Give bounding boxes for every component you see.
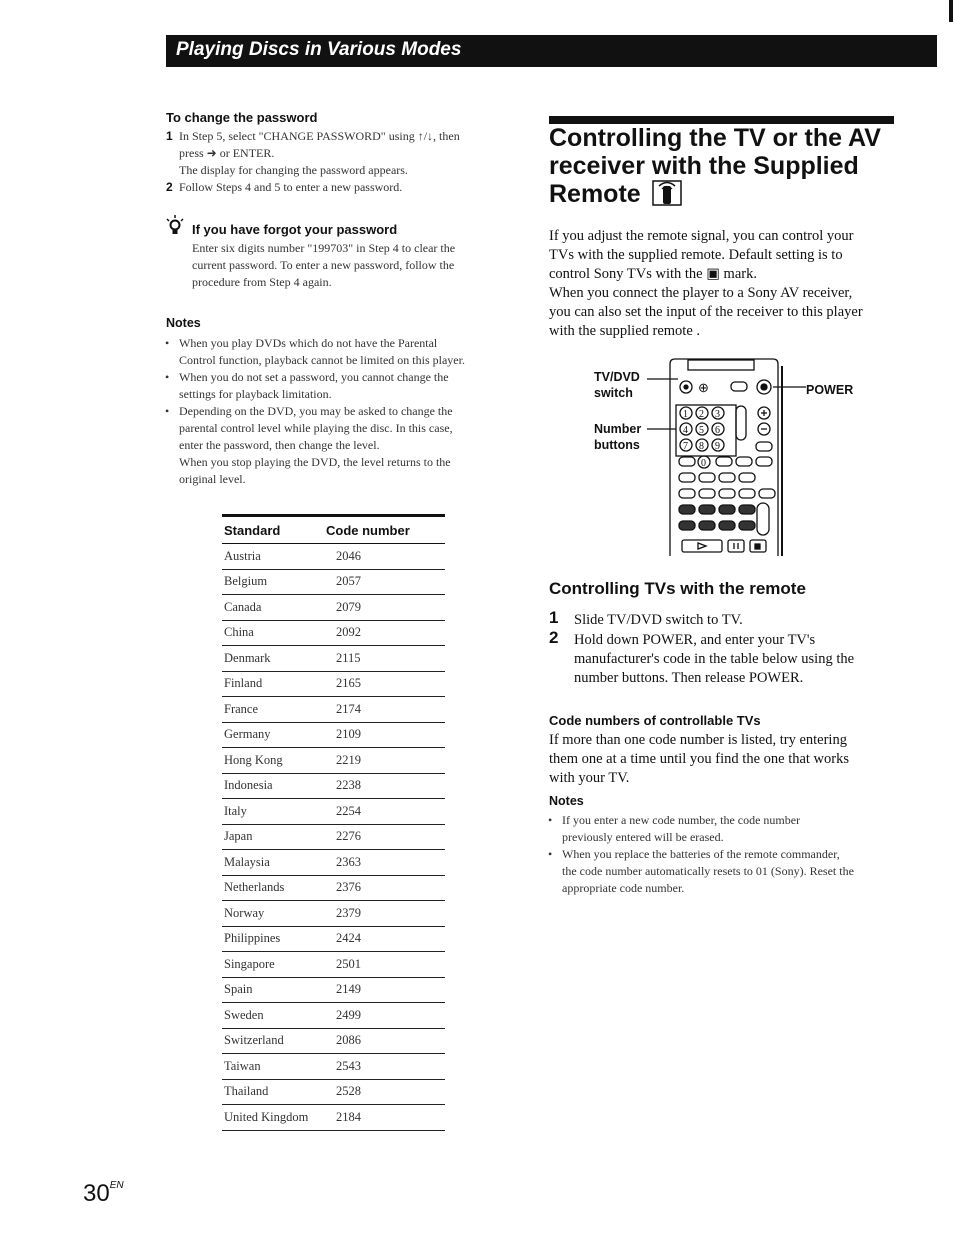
country-cell: China (222, 620, 324, 646)
country-cell: Malaysia (222, 850, 324, 876)
country-cell: Germany (222, 722, 324, 748)
country-cell: United Kingdom (222, 1105, 324, 1131)
code-cell: 2109 (324, 722, 445, 748)
country-cell: Austria (222, 544, 324, 570)
country-cell: France (222, 697, 324, 723)
table-row (222, 671, 445, 697)
step-number: 2 (549, 628, 559, 647)
country-cell: Thailand (222, 1079, 324, 1105)
svg-text:7: 7 (683, 441, 688, 452)
right-notes-heading: Notes (549, 794, 584, 808)
svg-text:1: 1 (683, 409, 688, 420)
country-cell: Sweden (222, 1003, 324, 1029)
code-cell: 2057 (324, 569, 445, 595)
table-row (222, 1003, 445, 1029)
notes-heading: Notes (166, 316, 201, 330)
code-cell: 2379 (324, 901, 445, 927)
right-notes-list (548, 812, 898, 897)
country-cell: Japan (222, 824, 324, 850)
note-item: • When you replace the batteries of the remote commander, the code number automatically resets to 01 (Sony). Reset the appropriate code number. (548, 847, 854, 895)
country-cell: Spain (222, 977, 324, 1003)
table-row (222, 697, 445, 723)
svg-text:3: 3 (715, 409, 720, 420)
code-cell: 2238 (324, 773, 445, 799)
step-text: In Step 5, select "CHANGE PASSWORD" using ↑/↓, then press ➜ or ENTER. The display for changing the password appears. (179, 129, 460, 177)
svg-text:6: 6 (715, 425, 720, 436)
step-number: 1 (549, 608, 559, 627)
table-row (222, 875, 445, 901)
code-cell: 2219 (324, 748, 445, 774)
table-row (222, 646, 445, 672)
country-cell: Canada (222, 595, 324, 621)
table-row (222, 1054, 445, 1080)
forgot-password-text: Enter six digits number "199703" in Step 4 to clear the current password. To enter a new password, follow the procedure from Step 4 again. (192, 241, 456, 289)
svg-text:⊕: ⊕ (698, 380, 709, 395)
code-cell: 2165 (324, 671, 445, 697)
svg-text:9: 9 (715, 441, 720, 452)
table-row (222, 799, 445, 825)
step-text: Slide TV/DVD switch to TV. (574, 612, 743, 628)
table-row (222, 1079, 445, 1105)
code-cell: 2079 (324, 595, 445, 621)
remote-control-illustration (640, 356, 810, 558)
code-cell: 2499 (324, 1003, 445, 1029)
table-row (222, 748, 445, 774)
power-label: POWER (806, 383, 854, 397)
table-row (222, 977, 445, 1003)
step-number: 2 (166, 180, 173, 194)
code-cell: 2115 (324, 646, 445, 672)
change-password-heading: To change the password (166, 110, 318, 125)
tip-bulb-icon (164, 214, 186, 238)
table-row (222, 926, 445, 952)
code-numbers-heading: Code numbers of controllable TVs (549, 713, 761, 728)
table-row (222, 773, 445, 799)
tv-code-table (222, 514, 445, 1131)
code-cell: 2528 (324, 1079, 445, 1105)
title-rule (549, 116, 894, 124)
code-cell: 2376 (324, 875, 445, 901)
code-cell: 2276 (324, 824, 445, 850)
country-cell: Switzerland (222, 1028, 324, 1054)
svg-text:2: 2 (699, 409, 704, 420)
step-number: 1 (166, 129, 173, 143)
svg-text:5: 5 (699, 425, 704, 436)
code-cell: 2149 (324, 977, 445, 1003)
table-row (222, 901, 445, 927)
note-item: • If you enter a new code number, the code number previously entered will be erased. (548, 813, 801, 844)
country-cell: Denmark (222, 646, 324, 672)
country-cell: Philippines (222, 926, 324, 952)
remote-icon (652, 180, 682, 206)
tv-dvd-switch-label: TV/DVD switch (594, 370, 640, 400)
table-header-standard: Standard (222, 516, 324, 544)
table-row (222, 824, 445, 850)
table-header-code: Code number (324, 516, 445, 544)
code-cell: 2174 (324, 697, 445, 723)
table-row (222, 850, 445, 876)
table-row (222, 1028, 445, 1054)
table-row (222, 544, 445, 570)
country-cell: Taiwan (222, 1054, 324, 1080)
code-cell: 2092 (324, 620, 445, 646)
code-cell: 2086 (324, 1028, 445, 1054)
table-row (222, 569, 445, 595)
code-cell: 2501 (324, 952, 445, 978)
table-row (222, 620, 445, 646)
code-cell: 2254 (324, 799, 445, 825)
note-item: • Depending on the DVD, you may be asked to change the parental control level while playing the disc. In this case, enter the password, then change the level. When you stop playing the DVD, the level returns to the original level. (165, 404, 453, 486)
controlling-tvs-heading: Controlling TVs with the remote (549, 579, 806, 598)
step-text: Hold down POWER, and enter your TV's manufacturer's code in the table below using the number buttons. Then release POWER. (574, 632, 855, 686)
page-title: Controlling the TV or the AV receiver with the Supplied Remote (549, 124, 881, 208)
table-row (222, 595, 445, 621)
notes-list (165, 335, 515, 488)
country-cell: Indonesia (222, 773, 324, 799)
svg-text:4: 4 (683, 425, 688, 436)
forgot-password-heading: If you have forgot your password (192, 222, 398, 237)
note-item: • When you play DVDs which do not have the Parental Control function, playback cannot be limited on this player. (165, 336, 465, 367)
number-buttons-label: Number buttons (594, 422, 642, 452)
code-cell: 2046 (324, 544, 445, 570)
code-cell: 2543 (324, 1054, 445, 1080)
note-item: • When you do not set a password, you cannot change the settings for playback limitation. (165, 370, 449, 401)
code-cell: 2424 (324, 926, 445, 952)
section-header-title: Playing Discs in Various Modes (176, 39, 462, 60)
intro-text: If you adjust the remote signal, you can control your TVs with the supplied remote. Default setting is to control Sony TVs with the ▣ mark. When you connect the player to a Sony AV receiver, you can also set the input of the receiver to this player with the supplied remote . (549, 228, 863, 339)
code-numbers-text: If more than one code number is listed, try entering them one at a time until you find the one that works with your TV. (549, 732, 850, 786)
svg-text:0: 0 (701, 458, 706, 469)
country-cell: Hong Kong (222, 748, 324, 774)
table-row (222, 722, 445, 748)
step-text: Follow Steps 4 and 5 to enter a new password. (179, 180, 403, 194)
page-number: $30^{EN}$ (83, 1180, 124, 1207)
code-cell: 2363 (324, 850, 445, 876)
code-cell: 2184 (324, 1105, 445, 1131)
country-cell: Belgium (222, 569, 324, 595)
svg-text:8: 8 (699, 441, 704, 452)
country-cell: Italy (222, 799, 324, 825)
country-cell: Singapore (222, 952, 324, 978)
country-cell: Netherlands (222, 875, 324, 901)
page-edge-mark (949, 0, 953, 22)
table-row (222, 1105, 445, 1131)
table-row (222, 952, 445, 978)
country-cell: Norway (222, 901, 324, 927)
country-cell: Finland (222, 671, 324, 697)
